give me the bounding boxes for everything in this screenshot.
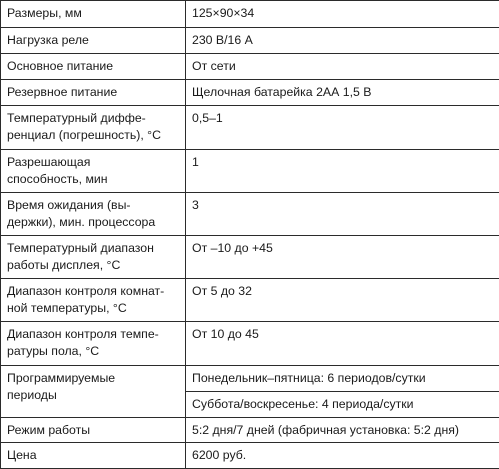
- label-line: Цена: [7, 447, 179, 464]
- label-line: Время ожидания (вы-: [7, 197, 179, 214]
- label-line: работы дисплея, °С: [7, 257, 179, 274]
- label-line: Резервное питание: [7, 84, 179, 101]
- label-line: Диапазон контроля комнат-: [7, 283, 179, 300]
- row-label: [1, 366, 186, 418]
- label-line: периоды: [7, 387, 179, 404]
- row-label: [1, 150, 186, 193]
- row-label: [1, 106, 186, 150]
- table-row: [1, 236, 499, 279]
- table-row: [1, 418, 499, 443]
- label-line: Разрешающая: [7, 154, 179, 171]
- row-label: [1, 236, 186, 279]
- row-value: 3: [186, 193, 499, 236]
- table-row: [1, 106, 499, 150]
- label-line: Температурный диапазон: [7, 240, 179, 257]
- row-value: 1: [186, 150, 499, 193]
- row-value: От –10 до +45: [186, 236, 499, 279]
- table-row: [1, 443, 499, 469]
- row-label: [1, 54, 186, 80]
- table-row: [1, 279, 499, 322]
- table-row: [1, 322, 499, 366]
- row-value: От сети: [186, 54, 499, 80]
- table-row: [1, 28, 499, 54]
- label-line: Нагрузка реле: [7, 32, 179, 49]
- row-value: 230 В/16 А: [186, 28, 499, 54]
- label-line: держки), мин. процессора: [7, 214, 179, 231]
- label-line: ратуры пола, °С: [7, 343, 179, 360]
- table-row: [1, 54, 499, 80]
- label-line: способность, мин: [7, 171, 179, 188]
- row-value: Понедельник–пятница: 6 периодов/сутки: [186, 366, 499, 392]
- label-line: Основное питание: [7, 58, 179, 75]
- row-value: Суббота/воскресенье: 4 периода/сутки: [186, 392, 499, 418]
- table-row: [1, 150, 499, 193]
- row-value: 6200 руб.: [186, 443, 499, 469]
- label-line: ной температуры, °С: [7, 300, 179, 317]
- table-row: [1, 193, 499, 236]
- row-label: [1, 28, 186, 54]
- row-value: 125×90×34: [186, 1, 499, 28]
- label-line: Режим работы: [7, 422, 179, 439]
- row-value: От 5 до 32: [186, 279, 499, 322]
- row-label: [1, 1, 186, 28]
- row-label: [1, 80, 186, 106]
- row-value: От 10 до 45: [186, 322, 499, 366]
- row-value: Щелочная батарейка 2АА 1,5 В: [186, 80, 499, 106]
- table-row: [1, 80, 499, 106]
- label-line: ренциал (погрешность), °С: [7, 127, 179, 144]
- row-label: [1, 193, 186, 236]
- row-label: [1, 418, 186, 443]
- label-line: Температурный диффе-: [7, 110, 179, 127]
- label-line: Размеры, мм: [7, 5, 179, 22]
- table-row: [1, 1, 499, 28]
- row-label: [1, 443, 186, 469]
- row-label: [1, 322, 186, 366]
- label-line: Диапазон контроля темпе-: [7, 326, 179, 343]
- table-row: [1, 366, 499, 392]
- row-value: 0,5–1: [186, 106, 499, 150]
- row-label: [1, 279, 186, 322]
- row-value: 5:2 дня/7 дней (фабричная установка: 5:2 дня): [186, 418, 499, 443]
- label-line: Программируемые: [7, 370, 179, 387]
